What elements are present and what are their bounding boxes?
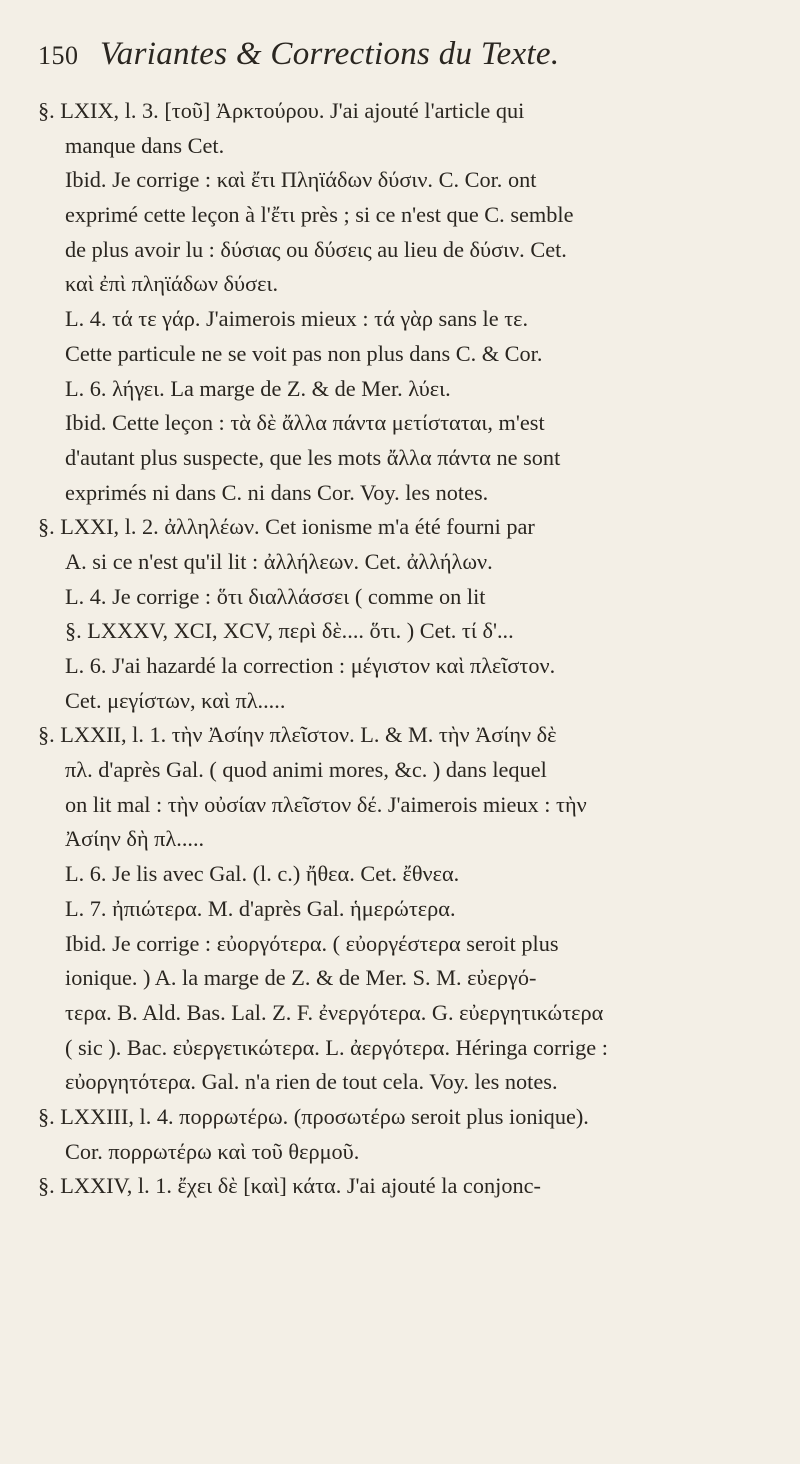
text-line: L. 6. Je lis avec Gal. (l. c.) ἤθεα. Cet. ἔθνεα.	[65, 861, 460, 887]
text-line: §. LXIX, l. 3. [τοῦ] Ἀρκτούρου. J'ai ajouté l'article qui	[38, 98, 525, 123]
text-line: §. LXXXV, XCI, XCV, περὶ δὲ.... ὅτι. ) Cet. τί δ'...	[65, 618, 514, 644]
text-line: τερα. B. Ald. Bas. Lal. Z. F. ἐνεργότερα. G. εὐεργητικώτερα	[65, 999, 604, 1025]
text-line: L. 4. Je corrige : ὅτι διαλλάσσει ( comme on lit	[65, 583, 486, 609]
text-line: L. 6. J'ai hazardé la correction : μέγιστον καὶ πλεῖστον.	[65, 653, 556, 678]
text-line: ionique. ) A. la marge de Z. & de Mer. S. M. εὐεργό-	[65, 965, 537, 991]
text-line: L. 4. τά τε γάρ. J'aimerois mieux : τά γὰρ sans le τε.	[65, 306, 529, 332]
text-line: §. LXXI, l. 2. ἀλληλέων. Cet ionisme m'a été fourni par	[38, 514, 535, 540]
text-line: §. LXXIV, l. 1. ἔχει δὲ [καὶ] κάτα. J'ai ajouté la conjonc-	[38, 1173, 541, 1199]
text-line: L. 7. ἠπιώτερα. M. d'après Gal. ἡμερώτερα.	[65, 895, 456, 921]
text-line: Ἀσίην δὴ πλ.....	[65, 826, 205, 852]
text-line: A. si ce n'est qu'il lit : ἀλλήλεων. Cet. ἀλλήλων.	[65, 548, 493, 574]
text-line: πλ. d'après Gal. ( quod animi mores, &c. ) dans lequel	[65, 757, 547, 783]
text-line: de plus avoir lu : δύσιας ou δύσεις au lieu de δύσιν. Cet.	[65, 236, 567, 262]
text-line: exprimés ni dans C. ni dans Cor. Voy. les notes.	[65, 479, 489, 505]
text-line: §. LXXII, l. 1. τὴν Ἀσίην πλεῖστον. L. & M. τὴν Ἀσίην δὲ	[38, 722, 557, 748]
text-line: §. LXXIII, l. 4. πορρωτέρω. (προσωτέρω seroit plus ionique).	[38, 1103, 589, 1129]
text-line: εὐοργητότερα. Gal. n'a rien de tout cela. Voy. les notes.	[65, 1069, 558, 1095]
text-line: d'autant plus suspecte, que les mots ἄλλα πάντα ne sont	[65, 444, 561, 470]
text-line: Cette particule ne se voit pas non plus dans C. & Cor.	[65, 340, 543, 366]
text-line: Ibid. Je corrige : καὶ ἔτι Πληϊάδων δύσιν. C. Cor. ont	[65, 167, 537, 193]
text-line: Ibid. Je corrige : εὐοργότερα. ( εὐοργέστερα seroit plus	[65, 930, 559, 956]
text-line: Ibid. Cette leçon : τὰ δὲ ἄλλα πάντα μετίσταται, m'est	[65, 410, 545, 436]
text-line: καὶ ἐπὶ πληϊάδων δύσει.	[65, 271, 279, 297]
text-line: L. 6. λήγει. La marge de Z. & de Mer. λύει.	[65, 375, 451, 401]
running-head	[38, 36, 744, 92]
text-line: on lit mal : τὴν οὐσίαν πλεῖστον δέ. J'aimerois mieux : τὴν	[65, 791, 587, 817]
text-line: Cor. πορρωτέρω καὶ τοῦ θερμοῦ.	[65, 1138, 360, 1164]
body-text	[38, 94, 744, 1204]
text-line: ( sic ). Bac. εὐεργετικώτερα. L. ἀεργότερα. Héringa corrige :	[65, 1034, 608, 1060]
running-title: Variantes & Corrections du Texte.	[100, 36, 560, 72]
text-line: Cet. μεγίστων, καὶ πλ.....	[65, 687, 286, 713]
page-number: 150	[38, 41, 79, 70]
text-line: manque dans Cet.	[65, 132, 225, 158]
text-line: exprimé cette leçon à l'ἔτι près ; si ce n'est que C. semble	[65, 202, 574, 228]
